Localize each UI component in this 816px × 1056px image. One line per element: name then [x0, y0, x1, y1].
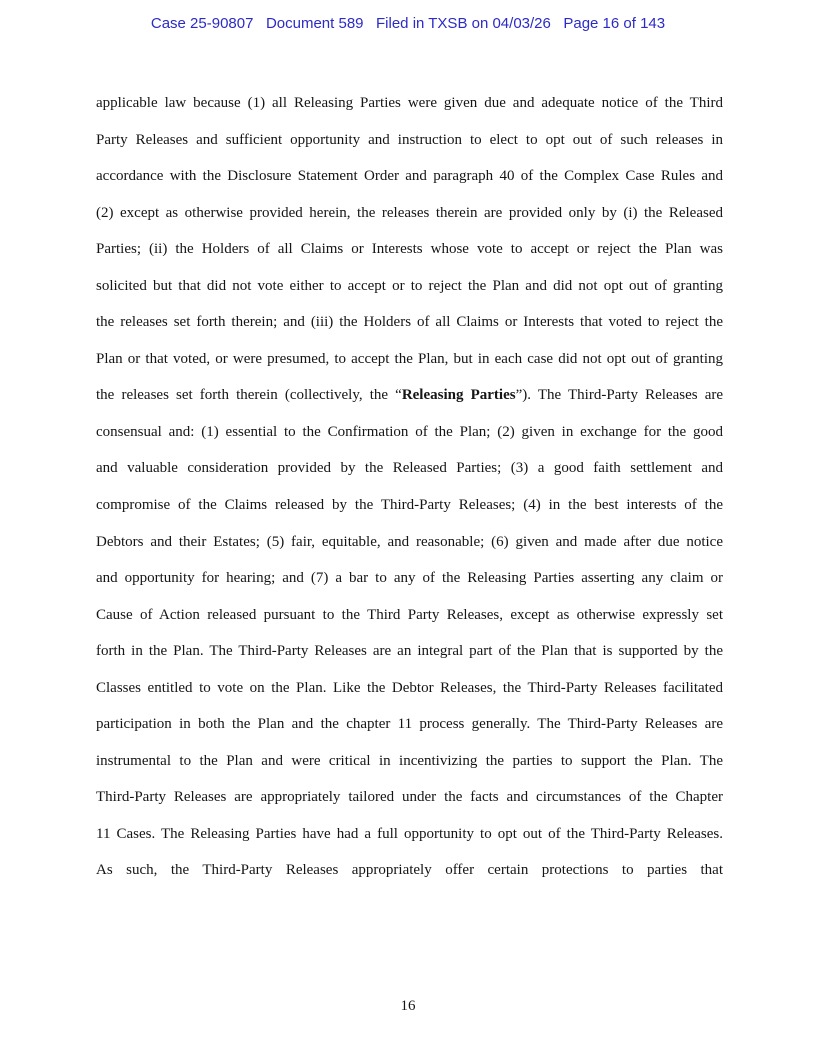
text-run: 11 Cases. The Releasing Parties have had a full opportunity to opt out of the Third-Party Releases. [96, 825, 723, 842]
text-run: As such, the Third-Party Releases appropriately offer certain protections to parties that [96, 862, 723, 879]
text-run: (2) except as otherwise provided herein, the releases therein are provided only by (i) the Released [96, 204, 723, 221]
body-line [96, 195, 723, 232]
text-run: Third-Party Releases are appropriately tailored under the facts and circumstances of the Chapter [96, 789, 723, 806]
text-run: Plan or that voted, or were presumed, to accept the Plan, but in each case did not opt out of granting [96, 350, 723, 367]
text-run: and opportunity for hearing; and (7) a bar to any of the Releasing Parties asserting any claim or [96, 570, 723, 587]
body-line [96, 779, 723, 816]
text-run: Debtors and their Estates; (5) fair, equitable, and reasonable; (6) given and made after due notice [96, 533, 723, 550]
text-run: accordance with the Disclosure Statement Order and paragraph 40 of the Complex Case Rules and [96, 168, 723, 185]
body-line [96, 560, 723, 597]
text-run: Party Releases and sufficient opportunity and instruction to elect to opt out of such releases in [96, 131, 723, 148]
body-line [96, 268, 723, 305]
body-paragraph [96, 85, 723, 889]
text-run: and valuable consideration provided by the Released Parties; (3) a good faith settlement and [96, 460, 723, 477]
text-run: Parties; (ii) the Holders of all Claims or Interests whose vote to accept or reject the Plan was [96, 241, 723, 258]
text-run: applicable law because (1) all Releasing Parties were given due and adequate notice of the Third [96, 95, 723, 111]
text-run: solicited but that did not vote either to accept or to reject the Plan and did not opt out of granting [96, 277, 723, 294]
body-line [96, 633, 723, 670]
body-line [96, 597, 723, 634]
text-run: Classes entitled to vote on the Plan. Like the Debtor Releases, the Third-Party Releases facilitated [96, 679, 723, 696]
body-line [96, 450, 723, 487]
text-run: the releases set forth therein (collectively, the “ [96, 387, 402, 404]
body-line [96, 377, 723, 414]
body-line [96, 743, 723, 780]
text-run: instrumental to the Plan and were critical in incentivizing the parties to support the Plan. The [96, 752, 723, 769]
body-line [96, 852, 723, 889]
body-line [96, 158, 723, 195]
body-line [96, 122, 723, 159]
body-line [96, 524, 723, 561]
body-line [96, 816, 723, 853]
body-line [96, 670, 723, 707]
text-run: ”). The Third-Party Releases are [515, 387, 724, 404]
text-run: Cause of Action released pursuant to the Third Party Releases, except as otherwise expressly set [96, 606, 723, 623]
page-number: 16 [400, 998, 416, 1014]
defined-term-bold: Releasing Parties [401, 387, 516, 404]
text-run: participation in both the Plan and the chapter 11 process generally. The Third-Party Releases are [96, 716, 723, 733]
text-run: compromise of the Claims released by the Third-Party Releases; (4) in the best interests of the [96, 497, 723, 514]
body-line [96, 341, 723, 378]
text-run: the releases set forth therein; and (iii) the Holders of all Claims or Interests that voted to reject the [96, 314, 723, 331]
text-run: consensual and: (1) essential to the Confirmation of the Plan; (2) given in exchange for the good [96, 423, 723, 440]
body-line [96, 414, 723, 451]
body-line [96, 85, 723, 122]
text-run: forth in the Plan. The Third-Party Releases are an integral part of the Plan that is supported by the [96, 643, 723, 660]
body-line [96, 231, 723, 268]
body-line [96, 487, 723, 524]
case-stamp: Case 25-90807 Document 589 Filed in TXSB on 04/03/26 Page 16 of 143 [150, 15, 666, 32]
body-line [96, 304, 723, 341]
body-line [96, 706, 723, 743]
